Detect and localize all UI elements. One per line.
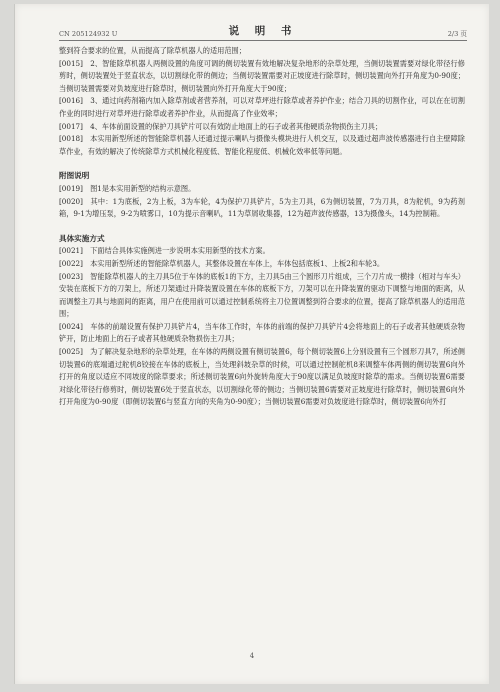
paragraph: [0022] 本实用新型所述的智能除草机器人，其整体设置在车体上，车体包括底板1、上板2和车轮3。 bbox=[59, 258, 385, 268]
section-heading-drawings: 附图说明 bbox=[59, 171, 90, 181]
page-number: 4 bbox=[249, 652, 255, 660]
paragraph: [0021] 下面结合具体实施例进一步说明本实用新型的技术方案。 bbox=[59, 246, 270, 256]
document-body bbox=[59, 45, 465, 409]
paragraph: [0015] 2、智能除草机器人两侧设置的角度可调的侧切装置有效地解决复杂地形的杂草处理，当侧切装置需要对绿化带径行修剪时，侧切装置处于竖直状态，以切割绿化带的侧边；当侧切装置需要对正坡度进行除草时，侧切装置向外打开角度为0-90度；当侧切装置需要对负坡度进行除草时，侧切装置向外打开角度大于90度； bbox=[59, 58, 465, 93]
paragraph: [0025] 为了解决复杂地形的杂草处理，在车体的两侧设置有侧切装置6，每个侧切装置6上分别设置有三个圆形刀具7，所述侧切装置6的底端通过舵机8铰接在车体的底板上，当处理斜坡杂草的时候，可以通过控制舵机8来调整车体两侧的侧切装置6向外打开的角度以适应不同坡度的除草要求；所述侧切装置6向外旋转角度大于90度以满足负坡度时除草的需求。当侧切装置6需要对绿化带径行修剪时，侧切装置6处于竖直状态，以切割绿化带的侧边；当侧切装置6需要对正坡度进行除草时，侧切装置6向外打开角度为0-90度（即侧切装置6与竖直方向的夹角为0-90度）；当侧切装置6需要对负坡度进行除草时，侧切装置6向外打 bbox=[59, 347, 465, 407]
page-header bbox=[59, 24, 467, 38]
paragraph: [0018] 本实用新型所述的智能除草机器人还通过提示喇叭与摄像头模块进行人机交互，以及通过超声波传感器进行自主壁障除草作业，有效的解决了传统除草方式机械化程度低、智能化程度低、机械化效率低等问题。 bbox=[59, 134, 465, 156]
paragraph: [0019] 图1是本实用新型的结构示意图。 bbox=[59, 183, 196, 193]
patent-number: CN 205124932 U bbox=[59, 30, 118, 38]
paragraph: [0016] 3、通过向药剂箱内加入除草剂或者营养剂，可以对草坪进行除草或者养护作业；结合刀具的切割作业，可以在在切割作业的同时进行对草坪进行除草或者养护作业，从而提高了作业效率； bbox=[59, 96, 465, 118]
page-indicator: 2/3 页 bbox=[447, 30, 467, 38]
paragraph: [0020] 其中：1为底板，2为上板，3为车轮，4为保护刀具铲片，5为主刀具，6为侧切装置，7为刀具，8为舵机，9为药剂箱，9-1为增压泵，9-2为喷雾口，10为提示音喇叭，11为草屑收集器，12为超声波传感器，13为摄像头，14为控制箱。 bbox=[59, 196, 465, 219]
document-title: 说 明 书 bbox=[228, 25, 298, 37]
document-page bbox=[14, 4, 489, 684]
paragraph: [0024] 车体的前端设置有保护刀具铲片4，当车体工作时，车体的前端的保护刀具铲片4会将地面上的石子或者其他硬质杂物铲开，防止地面上的石子或者其他硬质杂物损伤主刀具； bbox=[59, 321, 465, 344]
section-heading-embodiment: 具体实施方式 bbox=[59, 233, 105, 243]
paragraph: 整到符合要求的位置，从而提高了除草机器人的适用范围； bbox=[59, 46, 246, 55]
paragraph: [0023] 智能除草机器人的主刀具5位于车体的底板1的下方，主刀具5由三个圆形刀片组成，三个刀片成一横排（相对与车头）安装在底板下方的刀架上，所述刀架通过升降装置设置在车体的底板下方，刀架可以在升降装置的驱动下调整与地面的距离，从而调整主刀具与地面间的距离，用户在使用前可以通过控制系统将主刀位置调整到符合要求的位置，提高了除草机器人的适用范围； bbox=[59, 271, 465, 319]
paragraph: [0017] 4、车体前面设置的保护刀具铲片可以有效防止地面上的石子或者其他硬质杂物损伤主刀具； bbox=[59, 121, 383, 131]
header-rule bbox=[59, 40, 467, 41]
